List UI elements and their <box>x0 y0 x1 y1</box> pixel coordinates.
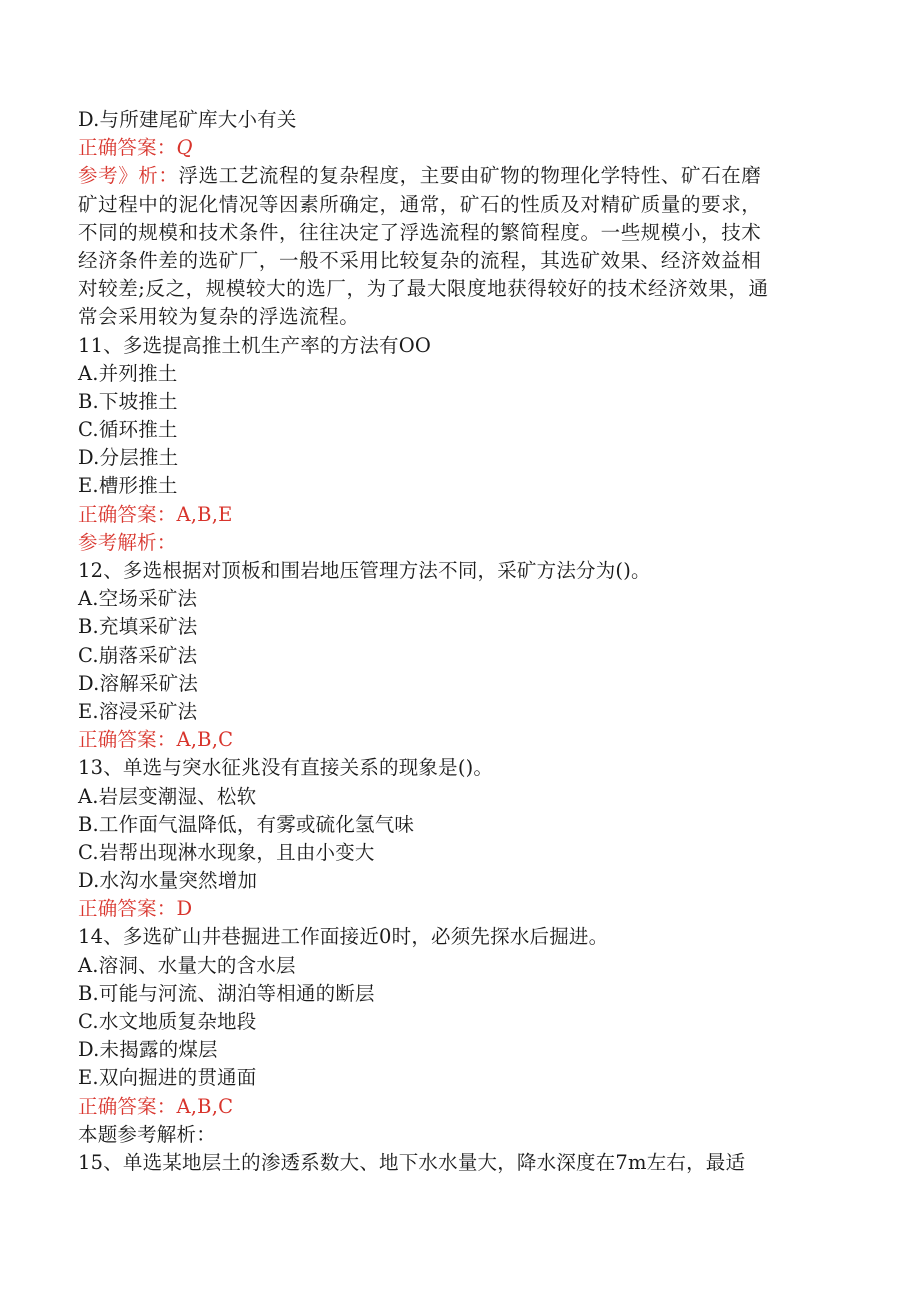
q11-option: C.循环推土 <box>78 418 178 442</box>
q12-option: B.充填采矿法 <box>78 615 198 639</box>
q11-option: D.分层推土 <box>78 446 179 470</box>
q15-question: 15、单选某地层土的渗透系数大、地下水水量大，降水深度在7m左右，最适 <box>78 1150 746 1174</box>
q10-answer-value: Q <box>176 136 193 160</box>
q11-analysis-label: 参考解析： <box>78 530 177 554</box>
q11-answer: 正确答案：A,B,E <box>78 502 233 526</box>
q14-question: 14、多选矿山井巷掘进工作面接近0时，必须先探水后掘进。 <box>78 925 609 949</box>
q14-option: E.双向掘进的贯通面 <box>78 1066 257 1090</box>
q10-analysis-line: 矿过程中的泥化情况等因素所确定，通常，矿石的性质及对精矿质量的要求， <box>78 192 762 216</box>
q10-analysis <box>78 162 838 331</box>
q11-option: E.槽形推土 <box>78 474 178 498</box>
q12-option: E.溶浸采矿法 <box>78 699 198 723</box>
q11-question: 11、多选提高推土机生产率的方法有OO <box>78 333 432 357</box>
q14-option: C.水文地质复杂地段 <box>78 1010 257 1033</box>
q10-analysis-line: 对较差;反之，规模较大的选厂，为了最大限度地获得较好的技术经济效果，通 <box>78 277 769 301</box>
q13-option: B.工作面气温降低，有雾或硫化氢气味 <box>78 812 415 836</box>
q14-option: B.可能与河流、湖泊等相通的断层 <box>78 981 375 1005</box>
q12-option: D.溶解采矿法 <box>78 671 199 695</box>
q10-analysis-line: 常会采用较为复杂的浮选流程。 <box>78 305 360 329</box>
q10-analysis-label: 参考》析： <box>78 164 179 188</box>
q13-option: C.岩帮出现淋水现象，且由小变大 <box>78 840 375 864</box>
q13-answer: 正确答案：D <box>78 897 193 921</box>
document-page <box>78 106 838 1177</box>
q12-answer: 正确答案：A,B,C <box>78 728 234 752</box>
q13-option: D.水沟水量突然增加 <box>78 869 258 893</box>
q10-answer-label: 正确答案： <box>78 136 177 160</box>
q12-question: 12、多选根据对顶板和围岩地压管理方法不同，采矿方法分为()。 <box>78 559 651 582</box>
q10-answer <box>78 134 838 162</box>
q10-option-d: D.与所建尾矿库大小有关 <box>78 108 297 131</box>
q12-option: A.空场采矿法 <box>78 587 198 611</box>
q14-answer: 正确答案：A,B,C <box>78 1094 234 1118</box>
q13-question: 13、单选与突水征兆没有直接关系的现象是()。 <box>78 756 494 780</box>
q10-analysis-line: 参考》析：浮选工艺流程的复杂程度，主要由矿物的物理化学特性、矿石在磨 <box>78 164 762 188</box>
q14-option: A.溶洞、水量大的含水层 <box>78 953 296 977</box>
q11-option: B.下坡推土 <box>78 389 178 413</box>
q10-analysis-line: 经济条件差的选矿厂，一般不采用比较复杂的流程，其选矿效果、经济效益相 <box>78 248 762 272</box>
q14-option: D.未揭露的煤层 <box>78 1038 218 1062</box>
q12-option: C.崩落采矿法 <box>78 643 198 667</box>
q14-analysis-label: 本题参考解析： <box>78 1122 216 1146</box>
q13-option: A.岩层变潮湿、松软 <box>78 784 257 808</box>
q11-option: A.并列推土 <box>78 361 178 385</box>
q10-analysis-line: 不同的规模和技术条件，往往决定了浮选流程的繁简程度。一些规模小，技术 <box>78 220 762 244</box>
